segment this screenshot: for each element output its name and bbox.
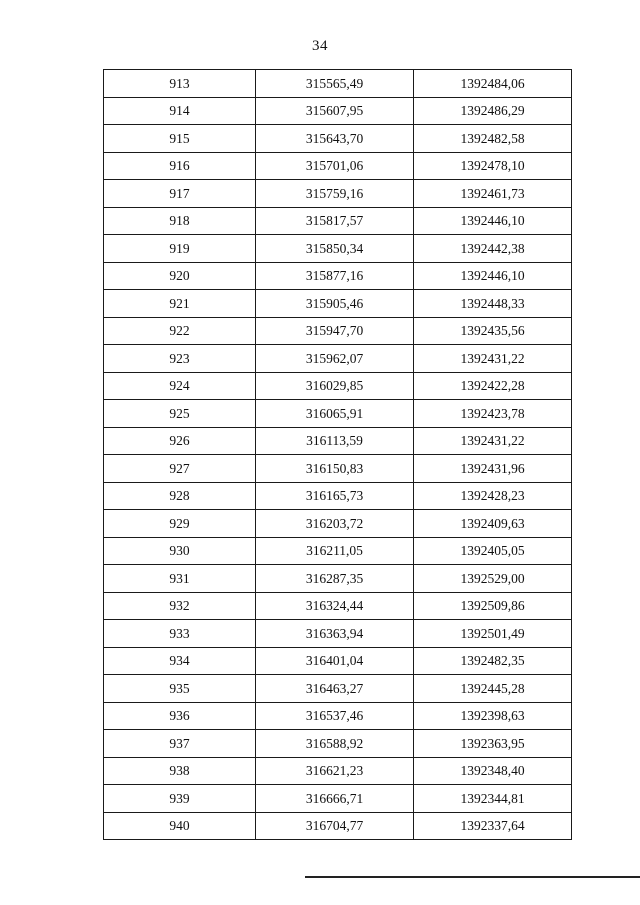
y-coordinate-cell: 1392482,35 <box>414 647 572 675</box>
y-coordinate-cell: 1392446,10 <box>414 207 572 235</box>
point-number-cell: 937 <box>104 730 256 758</box>
x-coordinate-cell: 316666,71 <box>256 785 414 813</box>
y-coordinate-cell: 1392431,22 <box>414 427 572 455</box>
table-row <box>104 675 572 703</box>
table-row <box>104 345 572 373</box>
point-number-cell: 925 <box>104 400 256 428</box>
x-coordinate-cell: 315850,34 <box>256 235 414 263</box>
table-row <box>104 537 572 565</box>
table-row <box>104 372 572 400</box>
point-number-cell: 940 <box>104 812 256 840</box>
table-row <box>104 702 572 730</box>
point-number-cell: 924 <box>104 372 256 400</box>
table-row <box>104 427 572 455</box>
point-number-cell: 917 <box>104 180 256 208</box>
footer-rule <box>305 876 640 878</box>
x-coordinate-cell: 316165,73 <box>256 482 414 510</box>
y-coordinate-cell: 1392405,05 <box>414 537 572 565</box>
x-coordinate-cell: 316065,91 <box>256 400 414 428</box>
y-coordinate-cell: 1392428,23 <box>414 482 572 510</box>
table-row <box>104 207 572 235</box>
point-number-cell: 915 <box>104 125 256 153</box>
table-row <box>104 565 572 593</box>
x-coordinate-cell: 316537,46 <box>256 702 414 730</box>
table-row <box>104 70 572 98</box>
x-coordinate-cell: 316324,44 <box>256 592 414 620</box>
x-coordinate-cell: 316363,94 <box>256 620 414 648</box>
table-row <box>104 482 572 510</box>
table-row <box>104 400 572 428</box>
point-number-cell: 929 <box>104 510 256 538</box>
table-row <box>104 262 572 290</box>
point-number-cell: 931 <box>104 565 256 593</box>
x-coordinate-cell: 316588,92 <box>256 730 414 758</box>
x-coordinate-cell: 316203,72 <box>256 510 414 538</box>
table-row <box>104 812 572 840</box>
y-coordinate-cell: 1392445,28 <box>414 675 572 703</box>
table-row <box>104 152 572 180</box>
point-number-cell: 927 <box>104 455 256 483</box>
y-coordinate-cell: 1392484,06 <box>414 70 572 98</box>
x-coordinate-cell: 316287,35 <box>256 565 414 593</box>
point-number-cell: 936 <box>104 702 256 730</box>
table-row <box>104 235 572 263</box>
point-number-cell: 928 <box>104 482 256 510</box>
table-row <box>104 592 572 620</box>
point-number-cell: 934 <box>104 647 256 675</box>
point-number-cell: 938 <box>104 757 256 785</box>
table-row <box>104 730 572 758</box>
point-number-cell: 918 <box>104 207 256 235</box>
y-coordinate-cell: 1392478,10 <box>414 152 572 180</box>
point-number-cell: 939 <box>104 785 256 813</box>
y-coordinate-cell: 1392423,78 <box>414 400 572 428</box>
y-coordinate-cell: 1392337,64 <box>414 812 572 840</box>
x-coordinate-cell: 316621,23 <box>256 757 414 785</box>
x-coordinate-cell: 315962,07 <box>256 345 414 373</box>
point-number-cell: 914 <box>104 97 256 125</box>
table-row <box>104 647 572 675</box>
point-number-cell: 922 <box>104 317 256 345</box>
y-coordinate-cell: 1392486,29 <box>414 97 572 125</box>
page-number: 34 <box>312 38 328 54</box>
y-coordinate-cell: 1392348,40 <box>414 757 572 785</box>
x-coordinate-cell: 315701,06 <box>256 152 414 180</box>
point-number-cell: 932 <box>104 592 256 620</box>
point-number-cell: 916 <box>104 152 256 180</box>
x-coordinate-cell: 316150,83 <box>256 455 414 483</box>
y-coordinate-cell: 1392529,00 <box>414 565 572 593</box>
y-coordinate-cell: 1392461,73 <box>414 180 572 208</box>
y-coordinate-cell: 1392448,33 <box>414 290 572 318</box>
point-number-cell: 926 <box>104 427 256 455</box>
point-number-cell: 935 <box>104 675 256 703</box>
x-coordinate-cell: 316029,85 <box>256 372 414 400</box>
table-row <box>104 317 572 345</box>
x-coordinate-cell: 316211,05 <box>256 537 414 565</box>
point-number-cell: 919 <box>104 235 256 263</box>
y-coordinate-cell: 1392363,95 <box>414 730 572 758</box>
table-row <box>104 455 572 483</box>
y-coordinate-cell: 1392344,81 <box>414 785 572 813</box>
y-coordinate-cell: 1392509,86 <box>414 592 572 620</box>
point-number-cell: 913 <box>104 70 256 98</box>
y-coordinate-cell: 1392409,63 <box>414 510 572 538</box>
x-coordinate-cell: 315607,95 <box>256 97 414 125</box>
x-coordinate-cell: 315643,70 <box>256 125 414 153</box>
table-row <box>104 757 572 785</box>
x-coordinate-cell: 315877,16 <box>256 262 414 290</box>
point-number-cell: 930 <box>104 537 256 565</box>
point-number-cell: 923 <box>104 345 256 373</box>
table-row <box>104 510 572 538</box>
x-coordinate-cell: 316113,59 <box>256 427 414 455</box>
x-coordinate-cell: 315947,70 <box>256 317 414 345</box>
point-number-cell: 933 <box>104 620 256 648</box>
y-coordinate-cell: 1392442,38 <box>414 235 572 263</box>
x-coordinate-cell: 315905,46 <box>256 290 414 318</box>
x-coordinate-cell: 315759,16 <box>256 180 414 208</box>
x-coordinate-cell: 315817,57 <box>256 207 414 235</box>
point-number-cell: 921 <box>104 290 256 318</box>
y-coordinate-cell: 1392431,22 <box>414 345 572 373</box>
y-coordinate-cell: 1392435,56 <box>414 317 572 345</box>
x-coordinate-cell: 316401,04 <box>256 647 414 675</box>
coordinates-table <box>103 69 572 840</box>
point-number-cell: 920 <box>104 262 256 290</box>
table-row <box>104 125 572 153</box>
coordinates-table-body <box>104 70 572 840</box>
y-coordinate-cell: 1392501,49 <box>414 620 572 648</box>
table-row <box>104 180 572 208</box>
table-row <box>104 620 572 648</box>
y-coordinate-cell: 1392431,96 <box>414 455 572 483</box>
y-coordinate-cell: 1392446,10 <box>414 262 572 290</box>
x-coordinate-cell: 315565,49 <box>256 70 414 98</box>
table-row <box>104 97 572 125</box>
table-row <box>104 785 572 813</box>
y-coordinate-cell: 1392482,58 <box>414 125 572 153</box>
x-coordinate-cell: 316704,77 <box>256 812 414 840</box>
y-coordinate-cell: 1392398,63 <box>414 702 572 730</box>
table-row <box>104 290 572 318</box>
x-coordinate-cell: 316463,27 <box>256 675 414 703</box>
y-coordinate-cell: 1392422,28 <box>414 372 572 400</box>
